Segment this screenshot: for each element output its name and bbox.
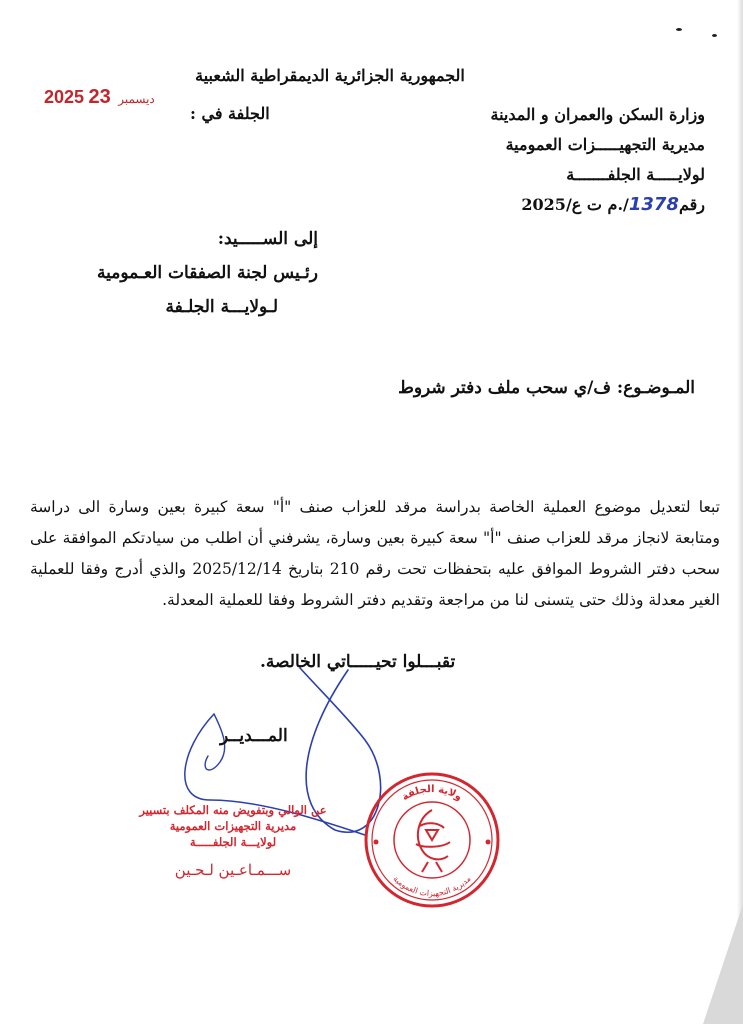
reference-suffix: /.م ت ع/2025 [521, 195, 629, 214]
director-title: المـــديــر [220, 726, 288, 746]
recipient-title: رئـيس لجنة الصفقات العـمومية [97, 263, 318, 283]
delegation-line-3: لولايـــة الجلفـــــة [189, 835, 277, 849]
reference-handwritten-number: 1378 [628, 194, 679, 215]
recipient-province: لـولايـــة الجلـفة [165, 297, 278, 317]
page-edge-shadow [737, 0, 743, 1024]
seal-bottom-text: مديرية التجهيزات العمومية [391, 874, 473, 899]
letter-body: تبعا لتعديل موضوع العملية الخاصة بدراسة مرقد للعزاب صنف "أ" سعة كبيرة بعين وسارة الى دراسة ومتابعة لانجاز مرقد للعزاب صنف "أ" سعة كبيرة بعين وسارة، يشرفني أن اطلب من سيادتكم الموافقة على سحب دفتر الشروط الموافق عليه بتحفظات تحت رقم 210 بتاريخ 2025/12/14 والذي أدرج وفقا للعملية الغير معدلة وذلك حتى يتسنى لنا من مراجعة وتقديم دفتر الشروط وفقا للعملية المعدلة. [30, 498, 720, 609]
seal-drawing [362, 770, 502, 910]
date-stamp [44, 86, 158, 109]
ministry-name: وزارة السكن والعمران و المدينة [490, 105, 705, 124]
directorate-name: مديرية التجهيـــــزات العمومية [505, 135, 705, 154]
folded-corner [703, 904, 743, 1024]
place-date-label: الجلفة في : [190, 104, 270, 123]
delegation-stamp [128, 802, 338, 878]
closing-salutation: تقبـــلوا تحيـــــاتي الخالصة. [260, 652, 456, 672]
province-name: لولايـــــة الجلفـــــــة [566, 165, 705, 184]
official-seal [362, 770, 502, 910]
reference-prefix: رقم [678, 195, 705, 214]
scan-speck [676, 28, 682, 31]
ministry-block [491, 100, 706, 220]
scan-speck [712, 34, 717, 37]
date-stamp-day: 23 [88, 86, 111, 108]
delegation-line-2: مديرية التجهيزات العمومية [169, 819, 297, 833]
signatory-name: ســـمـاعـين لـحـين [174, 861, 292, 879]
seal-top-text: ولاية الجلفة [400, 783, 464, 804]
subject-label: المـوضـوع: [616, 378, 695, 398]
recipient-to-label: إلى الســـــيد: [217, 229, 318, 249]
reference-number [491, 190, 706, 220]
date-stamp-month: ديسمبر [118, 92, 155, 106]
subject-line [398, 378, 695, 398]
delegation-line-1: عن الوالي وبتفويض منه المكلف بتسيير [139, 803, 327, 817]
recipient-block [78, 222, 318, 324]
date-stamp-year: 2025 [44, 87, 85, 107]
republic-heading: الجمهورية الجزائرية الديمقراطية الشعبية [195, 66, 465, 85]
subject-text: ف/ي سحب ملف دفتر شروط [398, 378, 611, 398]
